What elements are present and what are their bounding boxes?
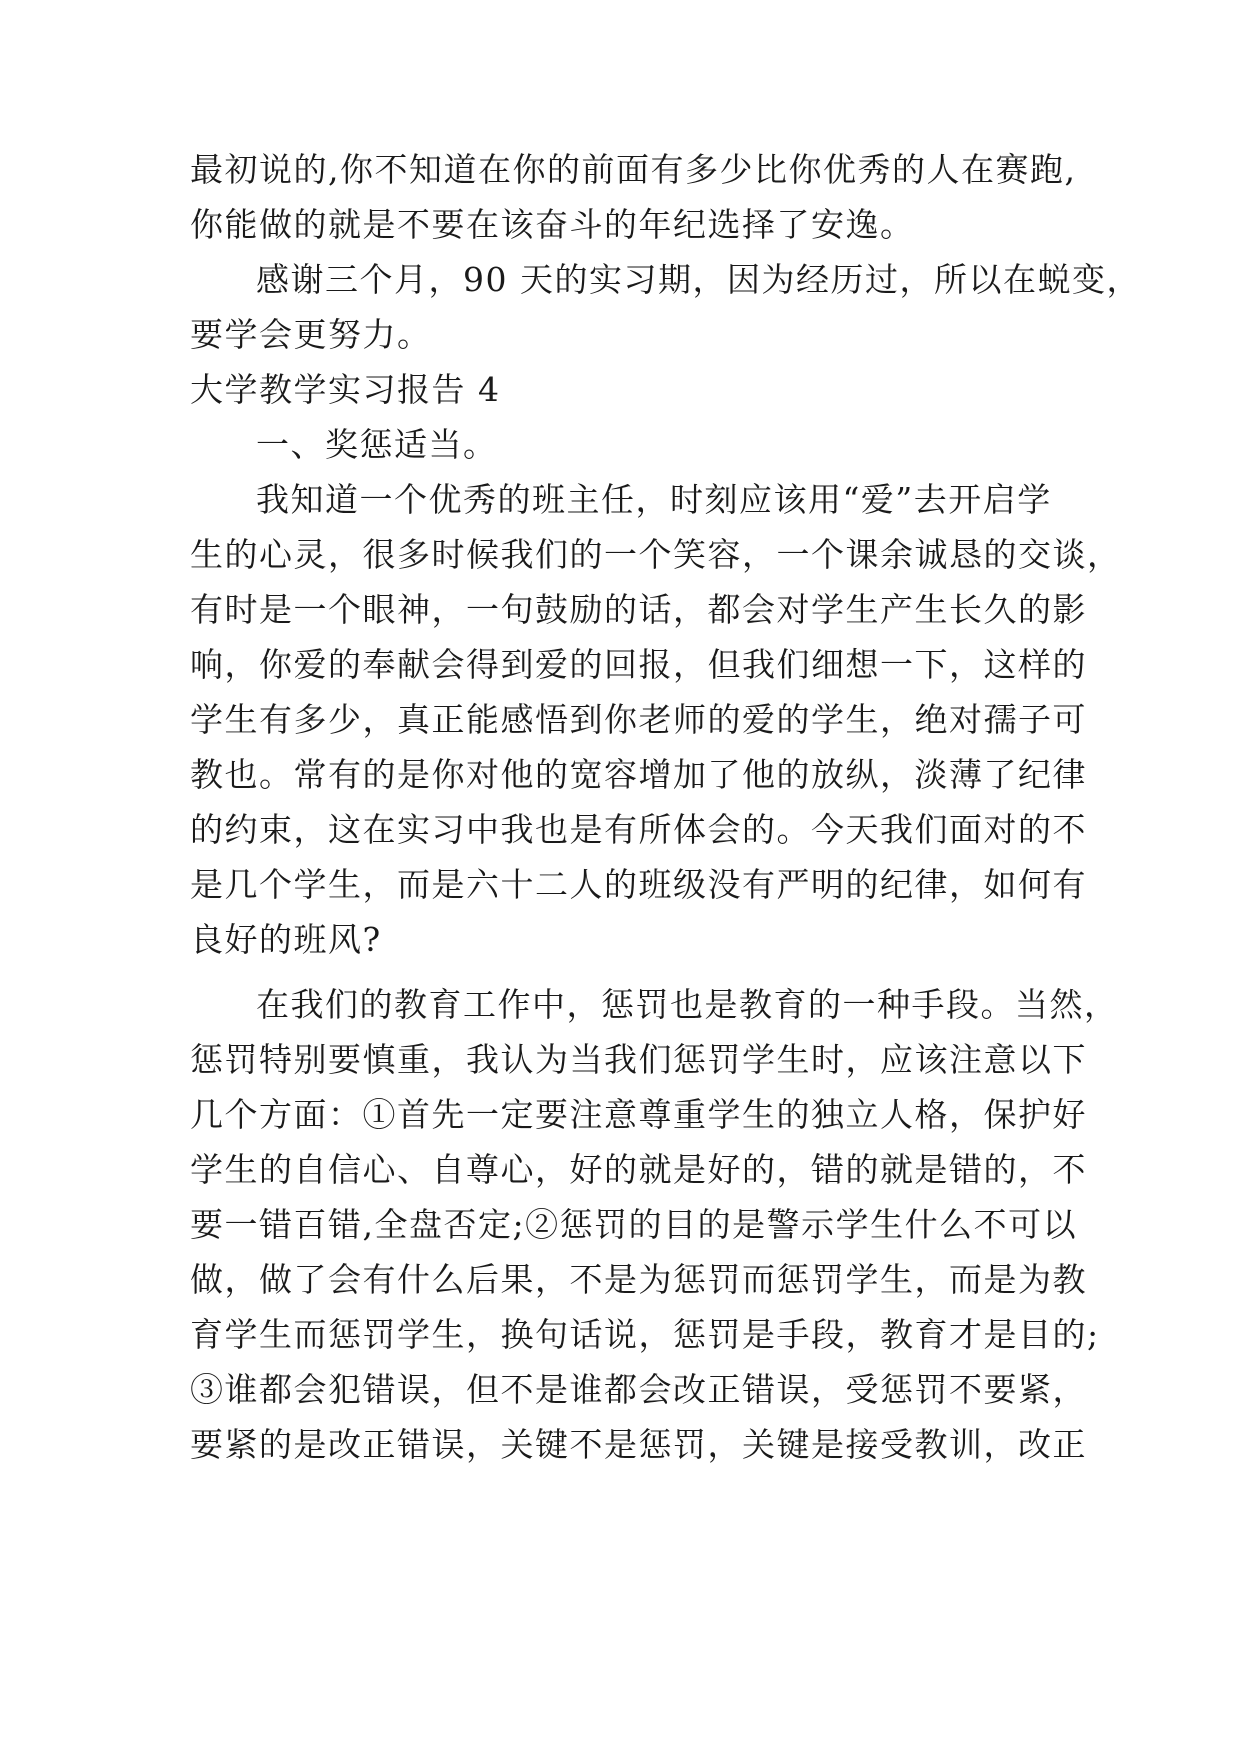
paragraph-first-line: 我知道一个优秀的班主任，时刻应该用“爱”去开启学 [256, 480, 1052, 519]
text-line: 要一错百错,全盘否定;②惩罚的目的是警示学生什么不可以 [190, 1205, 1078, 1244]
text-line: ③谁都会犯错误，但不是谁都会改正错误，受惩罚不要紧， [190, 1370, 1087, 1409]
paragraph-first-line: 在我们的教育工作中，惩罚也是教育的一种手段。当然， [256, 985, 1119, 1024]
text-line: 惩罚特别要慎重，我认为当我们惩罚学生时，应该注意以下 [190, 1040, 1087, 1079]
text-line: 做，做了会有什么后果，不是为惩罚而惩罚学生，而是为教 [190, 1260, 1087, 1299]
text-line: 学生的自信心、自尊心，好的就是好的，错的就是错的，不 [190, 1150, 1087, 1189]
text-line: 良好的班风? [190, 920, 382, 959]
text-line: 教也。常有的是你对他的宽容增加了他的放纵，淡薄了纪律 [190, 755, 1087, 794]
text-line: 响，你爱的奉献会得到爱的回报，但我们细想一下，这样的 [190, 645, 1087, 684]
text-line: 有时是一个眼神，一句鼓励的话，都会对学生产生长久的影 [190, 590, 1087, 629]
text-line: 是几个学生，而是六十二人的班级没有严明的纪律，如何有 [190, 865, 1087, 904]
paragraph-first-line: 感谢三个月，90 天的实习期，因为经历过，所以在蜕变， [256, 260, 1141, 299]
text-line: 学生有多少，真正能感悟到你老师的爱的学生，绝对孺子可 [190, 700, 1087, 739]
text-line: 要学会更努力。 [190, 315, 432, 354]
text-line: 生的心灵，很多时候我们的一个笑容，一个课余诚恳的交谈， [190, 535, 1122, 574]
text-line: 几个方面：①首先一定要注意尊重学生的独立人格，保护好 [190, 1095, 1087, 1134]
text-line: 最初说的,你不知道在你的前面有多少比你优秀的人在赛跑, [190, 150, 1077, 189]
section-heading: 大学教学实习报告 4 [190, 370, 501, 409]
subsection-heading: 一、奖惩适当。 [256, 425, 498, 464]
text-line: 的约束，这在实习中我也是有所体会的。今天我们面对的不 [190, 810, 1087, 849]
text-line: 育学生而惩罚学生，换句话说，惩罚是手段，教育才是目的; [190, 1315, 1100, 1354]
text-line: 要紧的是改正错误，关键不是惩罚，关键是接受教训，改正 [190, 1425, 1087, 1464]
text-line: 你能做的就是不要在该奋斗的年纪选择了安逸。 [190, 205, 915, 244]
